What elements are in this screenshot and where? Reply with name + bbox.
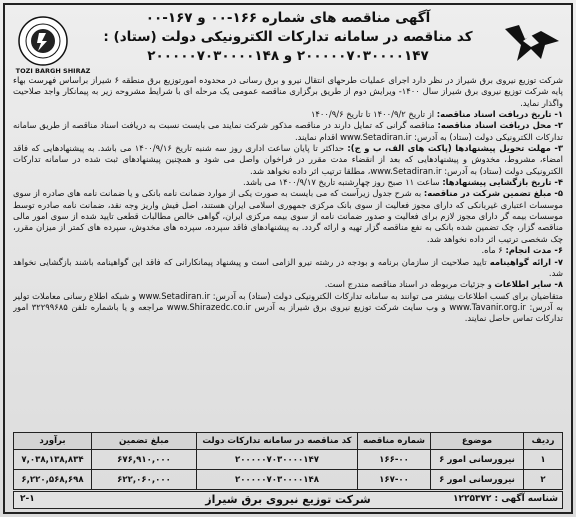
page-number: ۲-۱	[20, 494, 35, 504]
item-5-label: ۵- مبلغ تضمین شرکت در مناقصه:	[423, 188, 563, 199]
item-4-text: ساعت ۱۱ صبح روز چهارشنبه تاریخ ۱۴۰۰/۹/۱۷ می باشد.	[242, 177, 443, 188]
cell-tender-number: ۱۶۷-۰۰	[358, 470, 431, 490]
ad-id-label: شناسه آگهی : ۱۲۲۵۳۷۲	[452, 494, 558, 504]
item-6-label: ۶- مدت انجام:	[505, 245, 563, 256]
col-header-row-number: ردیف	[524, 433, 563, 450]
item-4	[13, 177, 563, 188]
cell-tender-number: ۱۶۶-۰۰	[358, 450, 431, 470]
item-8-text: و جزئیات مربوطه در اسناد مناقصه مندرج است.	[324, 279, 495, 290]
item-2-text: مناقصه گرانی که تمایل دارند در مناقصه مذکور شرکت نمایند می بایست نسبت به دریافت اسناد مناقصه از طریق سامانه تدارکات الکترونیکی دولت (ستاد) به آدرس: www.Setadiran.ir اقدام نمایند.	[13, 120, 563, 142]
item-4-label: ۴- تاریخ بازگشایی پیشنهادها:	[442, 177, 563, 188]
item-3-text: حداکثر تا پایان ساعت اداری روز سه شنبه تاریخ ۱۴۰۰/۹/۱۶ می باشد. به پیشنهادهایی که فاقد امضاء، مشروط، مخدوش و پیشنهادهایی که بعد از انقضاء مدت مقرر در فراخوان واصل می شود و همچنین پیشنهادهای ثبت شده در سامانه تدارکات الکترونیکی دولت (ستاد) به آدرس: www.Setadiran.ir، مطلقا ترتیب اثر داده نخواهد شد.	[13, 143, 563, 176]
ad-body	[13, 75, 563, 432]
tender-table	[13, 432, 563, 490]
item-5-text: به شرح جدول زیرآست که می بایست به صورت یکی از موارد ضمانت نامه بانکی و یا ضمانت نامه های صادره از سوی موسسات اعتباری غیربانکی که دارای مجوز فعالیت از سوی بانک مرکزی جمهوری اسلامی ایران هستند، اصل فیش واریز وجه نقد، ضمانت نامه صادره توسط موسسات بیمه گر دارای مجوز لازم برای فعالیت و صدور ضمانت نامه از سوی بیمه مرکزی ایران، گواهی خالص مطالبات قطعی تایید شده از سوی امور مالی مناقصه گزار، چک تضمین شده بانکی به نفع مناقصه گزار تهیه و ارائه گردد. به پیشنهادهای فاقد سپرده، سپرده های مخدوش، سپرده های کمتر از میزان مقرر، چک شخصی ترتیب اثر داده نخواهد شد.	[13, 188, 563, 244]
intro-paragraph: شرکت توزیع نیروی برق شیراز در نظر دارد اجرای عملیات طرحهای انتقال نیرو و برق رسانی در محدوده امورتوزیع برق منطقه ۶ شیراز براساس فهرست بهاء پایه شرکت توزیع نیروی برق شیراز سال ۱۴۰۰- ویرایش دوم از طریق برگزاری مناقصه عمومی یک مرحله ای با شرایط مشروحه زیر به پیمانکار واجد صلاحیت واگذار نماید.	[13, 75, 563, 108]
title-line-1: آگهی مناقصه های شماره ۱۶۶-۰۰ و ۱۶۷-۰۰	[145, 10, 431, 26]
cell-guarantee: ۶۲۲,۰۶۰,۰۰۰	[92, 470, 197, 490]
item-7-text: تایید صلاحیت از سازمان برنامه و بودجه در رشته نیرو الزامی است و پیشنهاد پیمانکارانی که فاقد این گواهینامه باشند بازگشایی نخواهد شد.	[13, 256, 563, 278]
table-row	[14, 470, 563, 490]
col-header-estimate: برآورد	[14, 433, 92, 450]
tender-table-wrap	[13, 432, 563, 490]
title-line-2: کد مناقصه در سامانه تدارکات الکترونیکی دولت (ستاد) :	[103, 29, 473, 45]
item-1-text: از تاریخ ۱۴۰۰/۹/۲ تا تاریخ ۱۴۰۰/۹/۶	[310, 109, 437, 120]
cell-estimate: ۶,۲۲۰,۵۶۸,۶۹۸	[14, 470, 92, 490]
cell-row-number: ۲	[524, 470, 563, 490]
table-header-row	[14, 433, 563, 450]
cell-subject: نیرورسانی امور ۶	[431, 470, 524, 490]
cell-row-number: ۱	[524, 450, 563, 470]
ad-frame	[3, 3, 573, 514]
cell-guarantee: ۶۷۶,۹۱۰,۰۰۰	[92, 450, 197, 470]
item-2-label: ۲- محل دریافت اسناد مناقصه:	[437, 120, 563, 131]
item-6	[13, 245, 563, 256]
company-name: شرکت توزیع نیروی برق شیراز	[205, 493, 371, 506]
ad-title	[85, 9, 491, 66]
col-header-subject: موضوع	[431, 433, 524, 450]
cell-estimate: ۷,۰۳۸,۱۳۸,۸۳۴	[14, 450, 92, 470]
company-seal-icon	[15, 15, 91, 75]
col-header-setad-code: کد مناقصه در سامانه تدارکات دولت	[197, 433, 358, 450]
item-8	[13, 279, 563, 290]
item-1	[13, 109, 563, 120]
item-2	[13, 120, 563, 143]
item-3	[13, 143, 563, 177]
item-7	[13, 257, 563, 280]
tavanir-logo-icon	[501, 21, 563, 67]
item-8-label: ۸- سایر اطلاعات	[494, 279, 563, 290]
closing-paragraph: متقاضیان برای کسب اطلاعات بیشتر می توانند به سامانه تدارکات الکترونیکی دولت (ستاد) به آدرس: www.Setadiran.ir و شبکه اطلاع رسانی معاملات تولیر به آدرس: www.Tavanir.org.ir و وب سایت شرکت توزیع نیروی برق شیراز به آدرس www.Shirazedc.co.ir مراجعه و یا باشماره تلفن ۳۲۲۹۹۶۸۵ امور تدارکات تماس حاصل نمایند.	[13, 290, 563, 324]
cell-setad-code: ۲۰۰۰۰۰۷۰۳۰۰۰۰۱۴۷	[197, 450, 358, 470]
item-3-label: ۳- مهلت تحویل پیشنهادها (پاکت های الف، ب و ج):	[347, 143, 563, 154]
item-5	[13, 188, 563, 245]
cell-subject: نیرورسانی امور ۶	[431, 450, 524, 470]
seal-caption: TOZI BARGH SHIRAZ	[15, 67, 91, 75]
ad-footer	[13, 491, 563, 509]
ad-header	[5, 5, 571, 75]
table-row	[14, 450, 563, 470]
item-7-label: ۷- ارائه گواهینامه	[489, 256, 563, 267]
item-1-label: ۱- تاریخ دریافت اسناد مناقصه:	[436, 109, 563, 120]
col-header-guarantee: مبلغ تضمین	[92, 433, 197, 450]
title-line-3: ۲۰۰۰۰۰۷۰۳۰۰۰۰۱۴۷ و ۲۰۰۰۰۰۷۰۳۰۰۰۰۱۴۸	[147, 48, 429, 64]
cell-setad-code: ۲۰۰۰۰۰۷۰۳۰۰۰۰۱۴۸	[197, 470, 358, 490]
item-6-text: ۶ ماه.	[481, 245, 506, 256]
col-header-tender-number: شماره مناقصه	[358, 433, 431, 450]
